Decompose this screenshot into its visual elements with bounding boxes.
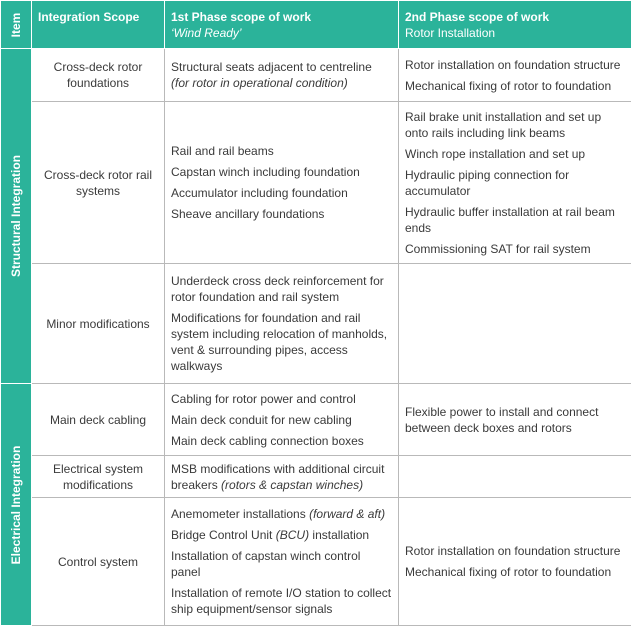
scope-cell: Cross-deck rotor foundations: [32, 49, 165, 102]
phase1-line: Structural seats adjacent to centreline (for rotor in operational condition): [171, 60, 372, 90]
table-row: [1, 49, 631, 102]
structural-group-cell: [1, 49, 32, 384]
table-header-row: [1, 1, 631, 49]
phase2-line: Rotor installation on foundation structure: [405, 57, 621, 72]
phase2-cell: [399, 498, 631, 626]
scope-cell: Control system: [32, 498, 165, 626]
scope-cell: Cross-deck rotor rail systems: [32, 102, 165, 264]
phase1-cell: [165, 264, 399, 384]
phase1-line: Accumulator including foundation: [171, 186, 348, 200]
phase1-line: Installation of capstan winch control panel: [171, 549, 361, 579]
item-column-header: [1, 1, 32, 49]
table-row: [1, 102, 631, 264]
phase1-header-title: 1st Phase scope of work: [171, 10, 312, 24]
phase2-line: Flexible power to install and connect between deck boxes and rotors: [405, 404, 599, 435]
phase1-line: Rail and rail beams: [171, 144, 274, 158]
phase1-cell: [165, 49, 399, 102]
structural-group-label: Structural Integration: [9, 154, 23, 278]
scope-cell: Minor modifications: [32, 264, 165, 384]
phase2-cell: [399, 102, 631, 264]
phase2-cell: [399, 384, 631, 456]
scope-header-label: Integration Scope: [38, 10, 140, 24]
phase1-line: Main deck conduit for new cabling: [171, 412, 352, 427]
phase1-line: Capstan winch including foundation: [171, 165, 360, 179]
phase2-line: Hydraulic piping connection for accumulator: [405, 167, 570, 198]
phase2-cell-empty: [399, 264, 631, 384]
phase2-line: Mechanical fixing of rotor to foundation: [405, 78, 612, 93]
phase2-column-header: [399, 1, 631, 49]
phase2-line: Hydraulic buffer installation at rail beam ends: [405, 204, 615, 235]
phase2-cell-empty: [399, 456, 631, 498]
table-row: [1, 384, 631, 456]
scope-cell: Main deck cabling: [32, 384, 165, 456]
phase2-line: Winch rope installation and set up: [405, 146, 586, 161]
phase2-line: Commissioning SAT for rail system: [405, 241, 591, 256]
scope-cell: Electrical system modifications: [32, 456, 165, 498]
scope-column-header: [32, 1, 165, 49]
phase2-line: Rail brake unit installation and set up onto rails including link beams: [405, 109, 602, 140]
phase1-line: Main deck cabling connection boxes: [171, 433, 364, 448]
phase1-cell: [165, 384, 399, 456]
phase1-cell: [165, 498, 399, 626]
electrical-group-cell: [1, 384, 32, 626]
table-row: [1, 264, 631, 384]
electrical-group-label: Electrical Integration: [9, 445, 23, 564]
phase1-line: Anemometer installations (forward & aft): [171, 507, 386, 521]
phase2-line: Mechanical fixing of rotor to foundation: [405, 565, 612, 579]
phase1-column-header: [165, 1, 399, 49]
phase1-line: Cabling for rotor power and control: [171, 391, 356, 406]
phase1-line: MSB modifications with additional circuit breakers (rotors & capstan winches): [171, 461, 385, 492]
table-row: [1, 498, 631, 626]
phase2-header-title: 2nd Phase scope of work: [405, 10, 550, 24]
phase1-line: Underdeck cross deck reinforcement for rotor foundation and rail system: [171, 274, 384, 304]
phase2-cell: [399, 49, 631, 102]
phase1-line: Sheave ancillary foundations: [171, 207, 325, 221]
phase1-cell: [165, 102, 399, 264]
item-header-label: Item: [9, 12, 23, 37]
phase1-line: Bridge Control Unit (BCU) installation: [171, 528, 370, 542]
phase1-header-subtitle: ‘Wind Ready’: [171, 26, 242, 40]
table-row: [1, 456, 631, 498]
phase2-header-subtitle: Rotor Installation: [405, 26, 496, 40]
phase1-line: Modifications for foundation and rail system including relocation of manholds, vent & surrounding pipes, access walkways: [171, 311, 388, 373]
phase1-line: Installation of remote I/O station to collect ship equipment/sensor signals: [171, 586, 392, 616]
phase1-cell: [165, 456, 399, 498]
phase2-line: Rotor installation on foundation structure: [405, 544, 621, 558]
